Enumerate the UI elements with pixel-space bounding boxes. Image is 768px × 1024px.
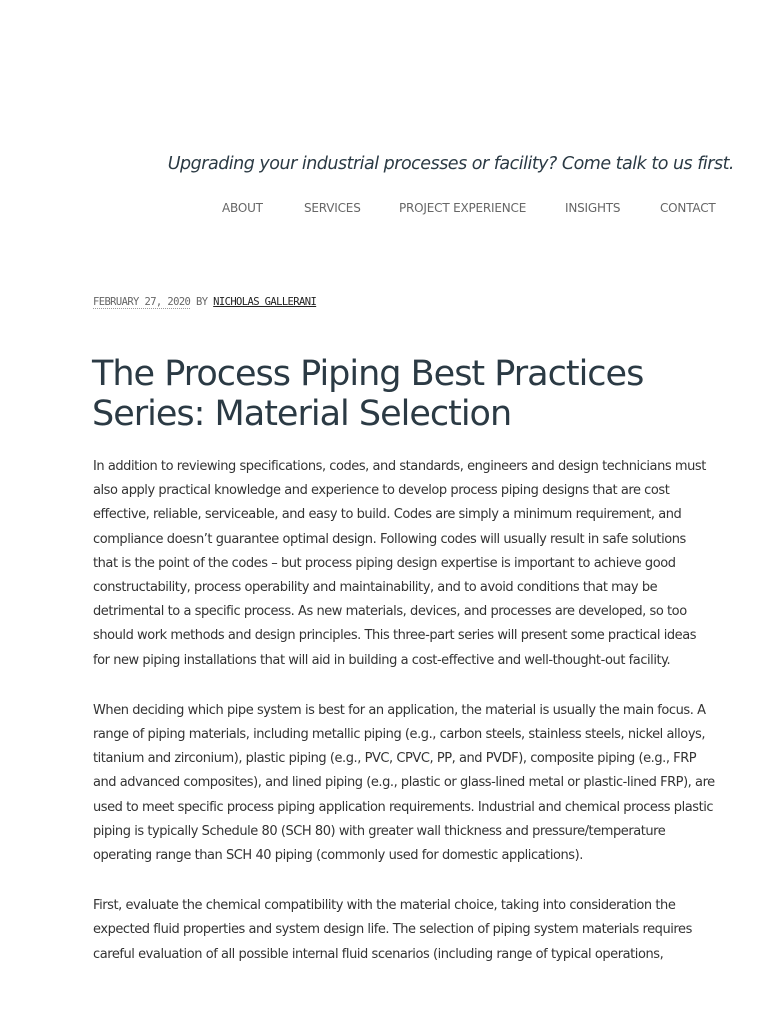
post-byline-separator: BY xyxy=(190,296,214,308)
post-date: FEBRUARY 27, 2020 xyxy=(93,296,191,308)
post-paragraph-line: operating range than SCH 40 piping (commonly used for domestic applications). xyxy=(93,848,583,864)
post-paragraph-line: effective, reliable, serviceable, and easy to build. Codes are simply a minimum requirement, and xyxy=(93,507,682,523)
nav-item-services[interactable]: SERVICES xyxy=(304,201,361,215)
nav-item-project-experience[interactable]: PROJECT EXPERIENCE xyxy=(399,201,527,215)
post-author-link[interactable]: NICHOLAS GALLERANI xyxy=(213,296,317,308)
site-tagline: Upgrading your industrial processes or facility? Come talk to us first. xyxy=(167,154,734,174)
post-paragraph-line: expected fluid properties and system design life. The selection of piping system materials requires xyxy=(93,922,692,938)
post-paragraph-line: piping is typically Schedule 80 (SCH 80) with greater wall thickness and pressure/temperature xyxy=(93,823,666,839)
post-meta xyxy=(93,294,316,310)
post-paragraph xyxy=(93,455,733,673)
post-paragraph-line: and advanced composites), and lined piping (e.g., plastic or glass-lined metal or plastic-lined FRP), are xyxy=(93,775,715,791)
post-paragraph-line: also apply practical knowledge and experience to develop process piping designs that are cost xyxy=(93,483,670,499)
post-paragraph-line: In addition to reviewing specifications, codes, and standards, engineers and design technicians must xyxy=(93,459,706,474)
post-title xyxy=(92,354,712,434)
post-paragraph-line: constructability, process operability and maintainability, and to avoid conditions that may be xyxy=(93,580,658,596)
post-paragraph-line: When deciding which pipe system is best for an application, the material is usually the main focus. A xyxy=(93,702,706,718)
main-navigation xyxy=(0,198,768,218)
post-paragraph-line: detrimental to a specific process. As new materials, devices, and processes are developed, so too xyxy=(93,604,687,620)
post-title-line: The Process Piping Best Practices xyxy=(92,354,644,394)
post-title-line: Series: Material Selection xyxy=(92,394,512,434)
post-paragraph-line: for new piping installations that will aid in building a cost-effective and well-thought-out facility. xyxy=(93,652,671,668)
post-paragraph-line: titanium and zirconium), plastic piping (e.g., PVC, CPVC, PP, and PVDF), composite piping (e.g., FRP xyxy=(93,751,697,767)
post-paragraph xyxy=(93,699,733,868)
post-body xyxy=(93,455,733,993)
post-paragraph xyxy=(93,894,733,967)
post-paragraph-line: compliance doesn’t guarantee optimal design. Following codes will usually result in safe solutions xyxy=(93,531,686,547)
post-paragraph-line: range of piping materials, including metallic piping (e.g., carbon steels, stainless steels, nickel alloys, xyxy=(93,727,706,743)
post-paragraph-line: First, evaluate the chemical compatibility with the material choice, taking into consideration the xyxy=(93,898,676,914)
post-paragraph-line: that is the point of the codes – but process piping design expertise is important to achieve good xyxy=(93,555,676,571)
nav-item-about[interactable]: ABOUT xyxy=(222,201,263,215)
post-paragraph-line: used to meet specific process piping application requirements. Industrial and chemical process plastic xyxy=(93,799,714,815)
nav-item-contact[interactable]: CONTACT xyxy=(660,201,716,215)
post-paragraph-line: should work methods and design principles. This three-part series will present some practical ideas xyxy=(93,628,697,644)
post-paragraph-line: careful evaluation of all possible internal fluid scenarios (including range of typical operations, xyxy=(93,946,664,962)
nav-item-insights[interactable]: INSIGHTS xyxy=(565,201,621,215)
